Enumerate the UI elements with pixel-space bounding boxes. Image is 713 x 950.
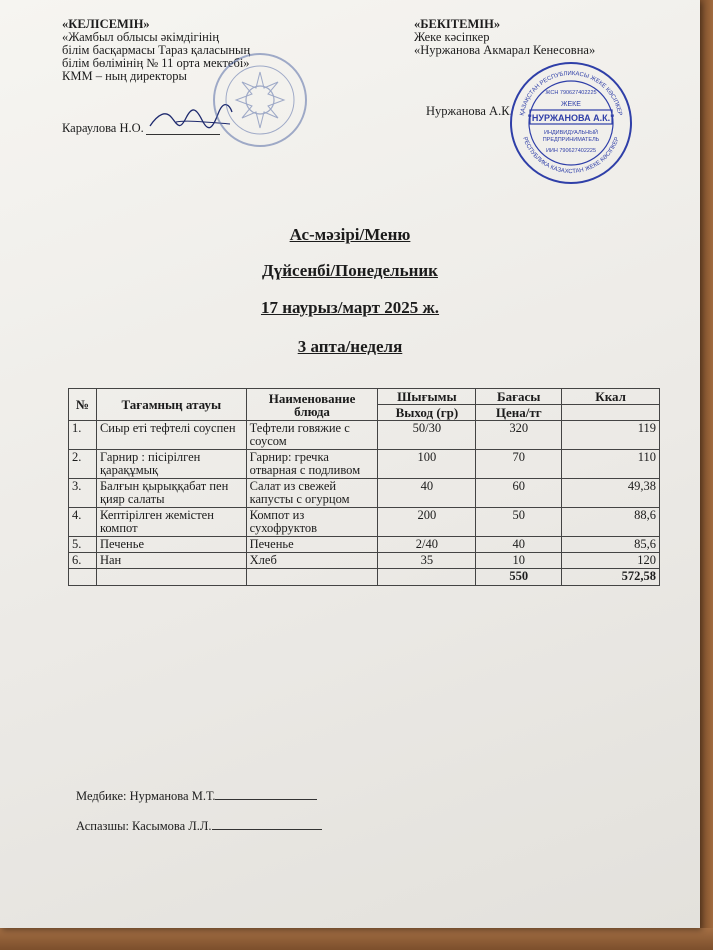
cell-price: 50 bbox=[476, 508, 562, 537]
cook-signature-line bbox=[76, 818, 322, 834]
wooden-desk-bottom bbox=[0, 928, 713, 950]
cell-yield: 35 bbox=[378, 553, 476, 569]
table-total-row bbox=[69, 569, 660, 586]
cell-kcal: 119 bbox=[562, 421, 660, 450]
approval-left-title: «КЕЛІСЕМІН» bbox=[62, 17, 150, 31]
table-row bbox=[69, 508, 660, 537]
cell-num: 1. bbox=[69, 421, 97, 450]
approval-right-title: «БЕКІТЕМІН» bbox=[414, 17, 501, 31]
stamp-line1: ИНДИВИДУАЛЬНЫЙ bbox=[544, 130, 598, 136]
approval-right-line: Жеке кәсіпкер bbox=[414, 30, 490, 44]
cell-price: 40 bbox=[476, 537, 562, 553]
header-name-kz: Тағамның атауы bbox=[96, 389, 246, 421]
coat-of-arms-seal bbox=[212, 52, 308, 148]
stamp-arc-bottom: РЕСПУБЛИКА КАЗАХСТАН ЖЕКЕ КӘСІПКЕР bbox=[521, 136, 621, 176]
cell-num: 2. bbox=[69, 450, 97, 479]
week-title: 3 апта/неделя bbox=[297, 337, 403, 356]
cell-kcal: 120 bbox=[562, 553, 660, 569]
header-kcal: Ккал bbox=[562, 389, 660, 405]
cell-name-ru: Тефтели говяжие с соусом bbox=[246, 421, 378, 450]
date-title: 17 наурыз/март 2025 ж. bbox=[260, 298, 440, 317]
table-row bbox=[69, 421, 660, 450]
cell-yield: 200 bbox=[378, 508, 476, 537]
header-name-ru: Наименование блюда bbox=[246, 389, 378, 421]
table-row bbox=[69, 537, 660, 553]
cell-price: 60 bbox=[476, 479, 562, 508]
menu-title: Ас-мәзірі/Меню bbox=[289, 225, 411, 244]
cell-yield: 40 bbox=[378, 479, 476, 508]
cell-empty bbox=[378, 569, 476, 586]
stamp-zheke: ЖЕКЕ bbox=[561, 101, 581, 108]
left-signer-name: Караулова Н.О. bbox=[62, 121, 144, 135]
right-signer-name: Нуржанова А.К. bbox=[426, 104, 513, 118]
cell-empty bbox=[96, 569, 246, 586]
cell-name-ru: Салат из свежей капусты с огурцом bbox=[246, 479, 378, 508]
cell-name-ru: Гарнир: гречка отварная с подливом bbox=[246, 450, 378, 479]
day-title: Дүйсенбі/Понедельник bbox=[262, 261, 438, 280]
table-row bbox=[69, 553, 660, 569]
approval-left-line: білім бөлімінің № 11 орта мектебі» bbox=[62, 56, 250, 70]
cell-num: 3. bbox=[69, 479, 97, 508]
table-header-row bbox=[69, 389, 660, 405]
total-price: 550 bbox=[476, 569, 562, 586]
cell-name-ru: Хлеб bbox=[246, 553, 378, 569]
stamp-line2: ПРЕДПРИНИМАТЕЛЬ bbox=[542, 137, 600, 143]
cell-name-kz: Балғын қырыққабат пен қияр салаты bbox=[96, 479, 246, 508]
cell-name-ru: Печенье bbox=[246, 537, 378, 553]
approval-left-line: КММ – ның директоры bbox=[62, 69, 187, 83]
stamp-iin-top: ЖСН 790627402225 bbox=[545, 90, 597, 96]
cell-yield: 100 bbox=[378, 450, 476, 479]
approval-block-right bbox=[414, 18, 595, 57]
nurse-label: Медбике: Нурманова М.Т. bbox=[76, 789, 216, 803]
total-kcal: 572,58 bbox=[562, 569, 660, 586]
stamp-name: "НУРЖАНОВА А.К." bbox=[527, 113, 615, 123]
table-row bbox=[69, 479, 660, 508]
header-yield-kz: Шығымы bbox=[378, 389, 476, 405]
cell-num: 5. bbox=[69, 537, 97, 553]
cell-kcal: 110 bbox=[562, 450, 660, 479]
cell-kcal: 88,6 bbox=[562, 508, 660, 537]
cook-blank bbox=[212, 818, 322, 830]
cell-name-kz: Сиыр еті тефтелі соуспен bbox=[96, 421, 246, 450]
wooden-desk-edge bbox=[699, 0, 713, 950]
cell-price: 10 bbox=[476, 553, 562, 569]
entrepreneur-round-stamp bbox=[508, 60, 634, 186]
approval-left-line: «Жамбыл облысы әкімдігінің bbox=[62, 30, 220, 44]
stamp-iin-bottom: ИИН 790627402225 bbox=[545, 148, 597, 154]
cell-yield: 2/40 bbox=[378, 537, 476, 553]
stamp-arc-top: ҚАЗАҚСТАН РЕСПУБЛИКАСЫ ЖЕКЕ КӘСІПКЕР bbox=[519, 70, 623, 117]
cell-empty bbox=[69, 569, 97, 586]
cell-kcal: 85,6 bbox=[562, 537, 660, 553]
cell-price: 70 bbox=[476, 450, 562, 479]
header-num: № bbox=[69, 389, 97, 421]
header-price-kz: Бағасы bbox=[476, 389, 562, 405]
cell-name-kz: Нан bbox=[96, 553, 246, 569]
nurse-signature-line bbox=[76, 788, 317, 804]
cell-name-kz: Печенье bbox=[96, 537, 246, 553]
cell-name-kz: Кептірілген жемістен компот bbox=[96, 508, 246, 537]
header-yield-ru: Выход (гр) bbox=[378, 405, 476, 421]
cell-num: 4. bbox=[69, 508, 97, 537]
cell-empty bbox=[246, 569, 378, 586]
cell-name-ru: Компот из сухофруктов bbox=[246, 508, 378, 537]
cook-label: Аспазшы: Касымова Л.Л. bbox=[76, 819, 212, 833]
cell-price: 320 bbox=[476, 421, 562, 450]
menu-table bbox=[68, 388, 660, 586]
nurse-blank bbox=[215, 788, 317, 800]
header-kcal-empty bbox=[562, 405, 660, 421]
approval-right-line: «Нуржанова Акмарал Кенесовна» bbox=[414, 43, 596, 57]
header-price-ru: Цена/тг bbox=[476, 405, 562, 421]
cell-name-kz: Гарнир : пісірілген қарақұмық bbox=[96, 450, 246, 479]
cell-kcal: 49,38 bbox=[562, 479, 660, 508]
approval-left-line: білім басқармасы Тараз қаласының bbox=[62, 43, 251, 57]
cell-yield: 50/30 bbox=[378, 421, 476, 450]
table-row bbox=[69, 450, 660, 479]
cell-num: 6. bbox=[69, 553, 97, 569]
